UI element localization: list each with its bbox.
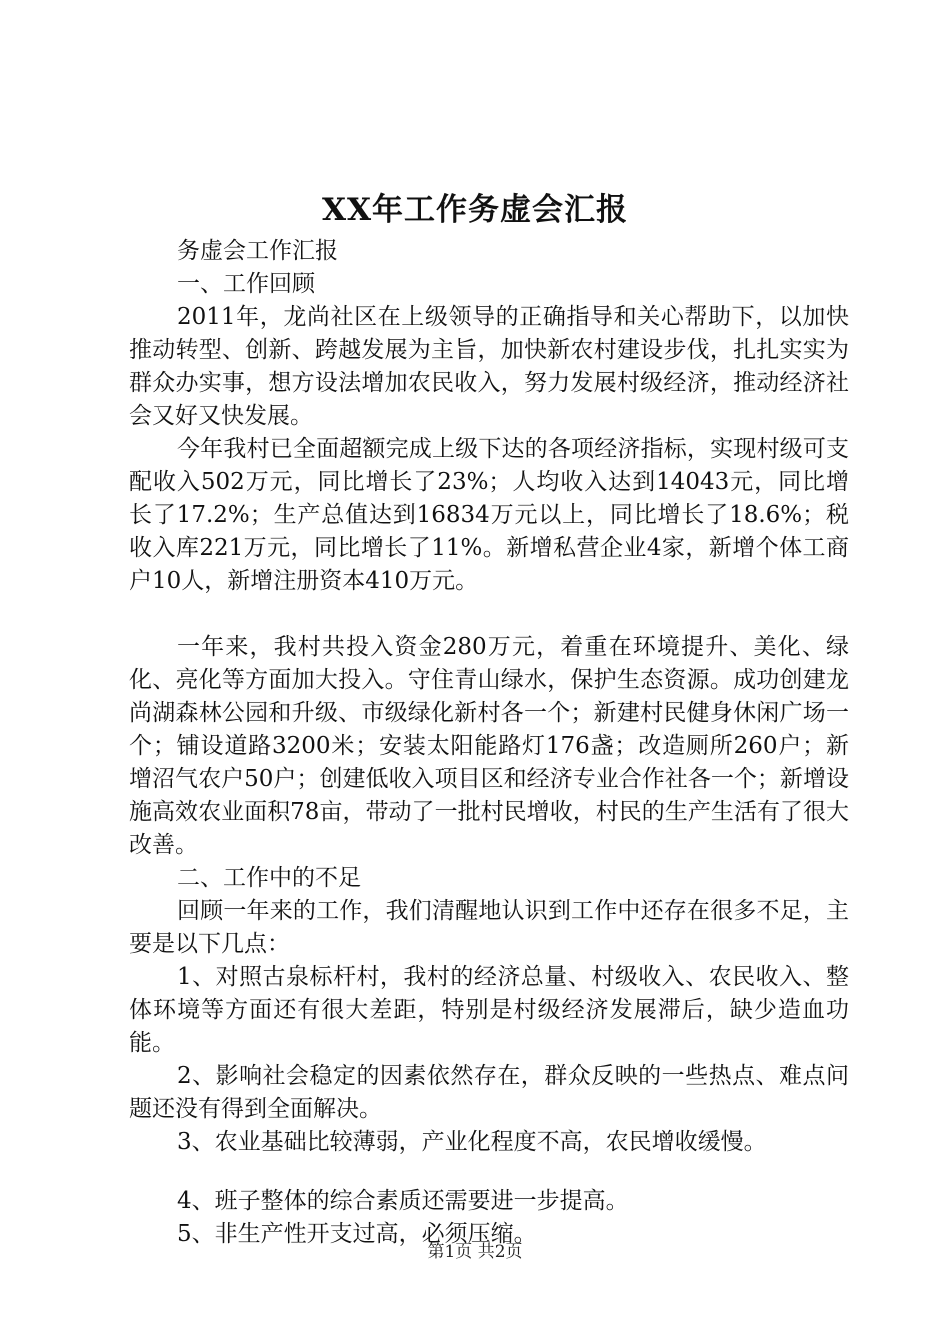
list-item-3: 3、农业基础比较薄弱，产业化程度不高，农民增收缓慢。 bbox=[177, 1129, 767, 1155]
paragraph-investment: 一年来，我村共投入资金280万元，着重在环境提升、美化、绿化、亮化等方面加大投入。守住青山绿水，保护生态资源。成功创建龙尚湖森林公园和升级、市级绿化新村各一个；新建村民健身休闲广场一个；铺设道路3200米；安装太阳能路灯176盏；改造厕所260户；新增沼气农户50户；创建低收入项目区和经济专业合作社各一个；新增设施高效农业面积78亩，带动了一批村民增收，村民的生产生活有了很大改善。 bbox=[129, 634, 849, 858]
list-item-5: 5、非生产性开支过高，必须压缩。 bbox=[177, 1221, 537, 1247]
paragraph-heading-report: 务虚会工作汇报 bbox=[177, 238, 338, 264]
document-body bbox=[129, 235, 849, 1251]
list-item-1: 1、对照古泉标杆村，我村的经济总量、村级收入、农民收入、整体环境等方面还有很大差距，特别是村级经济发展滞后，缺少造血功能。 bbox=[129, 964, 849, 1056]
list-item-2: 2、影响社会稳定的因素依然存在，群众反映的一些热点、难点问题还没有得到全面解决。 bbox=[129, 1063, 849, 1122]
page-indicator: 第1页 共2页 bbox=[427, 1242, 523, 1262]
paragraph-review-intro: 回顾一年来的工作，我们清醒地认识到工作中还存在很多不足，主要是以下几点： bbox=[129, 898, 849, 957]
paragraph-section-shortcomings: 二、工作中的不足 bbox=[177, 865, 361, 891]
paragraph-intro: 2011年，龙尚社区在上级领导的正确指导和关心帮助下，以加快推动转型、创新、跨越发展为主旨，加快新农村建设步伐，扎扎实实为群众办实事，想方设法增加农民收入，努力发展村级经济，推动经济社会又好又快发展。 bbox=[129, 304, 849, 429]
paragraph-economic-indicators: 今年我村已全面超额完成上级下达的各项经济指标，实现村级可支配收入502万元，同比增长了23%；人均收入达到14043元，同比增长了17.2%；生产总值达到16834万元以上，同比增长了18.6%；税收入库221万元，同比增长了11%。新增私营企业4家，新增个体工商户10人，新增注册资本410万元。 bbox=[129, 436, 849, 594]
list-item-4: 4、班子整体的综合素质还需要进一步提高。 bbox=[177, 1188, 629, 1214]
paragraph-section-review: 一、工作回顾 bbox=[177, 271, 315, 297]
document-title: XX年工作务虚会汇报 bbox=[321, 192, 629, 228]
